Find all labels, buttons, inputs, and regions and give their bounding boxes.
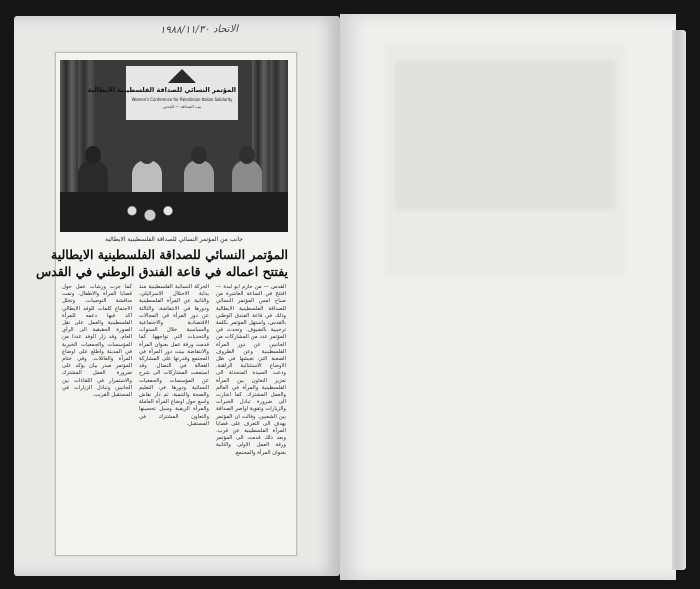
article-column-3: كما جرت ورشات عمل حول قضايا المرأة والاطفال، وتمت مناقشة التوصيات. وتخلل الاجتماع كلمات للوفد الايطالي اكد فيها دعمه للمرأة الفلسطينية والعمل على نقل الصورة الحقيقية الى الرأي العام. وقد زار الوفد عددا من المؤسسات والجمعيات الخيرية في المدينة واطلع على اوضاع المرأة والعائلات. وفي ختام المؤتمر صدر بيان يؤكد على ضرورة العمل المشترك والاستمرار في اللقاءات بين الجانبين وتبادل الزيارات في المستقبل القريب.: [62, 284, 132, 399]
photo-caption: جانب من المؤتمر النسائي للصداقة الفلسطينية الايطالية: [105, 236, 243, 243]
conference-banner: [87, 66, 238, 120]
banner-arabic-text: المؤتمر النسائي للصداقة الفلسطينية الايطالية: [87, 86, 236, 94]
conference-photo: [60, 60, 288, 232]
banner-subtext: بيت الصداقة — القدس: [162, 104, 202, 109]
article-column-2: الحركة النسائية الفلسطينية منذ بداية الاحتلال الاسرائيلي، والثانية عن المرأة الفلسطينية ودورها في الانتفاضة، والثالثة عن دور المرأة في المجالات الاقتصادية والاجتماعية والسياسية خلال السنوات والتحديات التي تواجهها. كما قدمت ورقة عمل بعنوان المرأة والانتفاضة بينت دور المرأة في المجتمع وقدرتها على المشاركة الفعالة في النضال. وقد استمعت المشاركات الى شرح عن المؤسسات والجمعيات النسائية ودورها في التعليم والصحة والتنمية. ثم دار نقاش واسع حول اوضاع المرأة العاملة والمرأة الريفية وسبل تحسينها والتعاون المشترك في المستقبل.: [139, 284, 209, 427]
page-stack-edge: [672, 30, 686, 570]
table-flowers: [120, 202, 180, 224]
article-body: [62, 284, 286, 532]
handwritten-date-note: الاتحاد ١٩٨٨/١١/٣٠: [159, 23, 239, 37]
headline-line-2: يفتتح اعماله في قاعة الفندق الوطني في القدس: [35, 264, 288, 279]
article-headline: [35, 246, 288, 280]
headline-line-1: المؤتمر النسائي للصداقة الفلسطينية الايطالية: [51, 247, 288, 262]
conference-logo-icon: [168, 69, 196, 83]
bleed-through-detail: [395, 60, 615, 210]
article-column-1: القدس — من حازم ابو لبدة — افتتح في الساعة العاشرة من صباح امس المؤتمر النسائي للصداقة الفلسطينية الايطالية وذلك في قاعة الفندق الوطني بالقدس، واستهل المؤتمر بكلمة ترحيبية بالضيوف. وتحدث في المؤتمر عدد من المشاركات من الجانبين عن دور المرأة الفلسطينية وعن الظروف الصعبة التي تعيشها في ظل الاوضاع الاستثنائية الراهنة. ودعت السيدة المتحدثة الى تعزيز التعاون بين المرأة الفلسطينية والمرأة في العالم والعمل المشترك. كما اشارت الى ضرورة تبادل الخبرات والزيارات وتقوية اواصر الصداقة بين الشعبين. وقالت ان المؤتمر يهدف الى التعرف على قضايا المرأة الفلسطينية عن قرب. وبعد ذلك قدمت الى المؤتمر ورقة العمل الاولى والثانية بعنوان المرأة والمجتمع.: [216, 284, 286, 456]
banner-english-text: Women's Conference for Palestinian-Italian Solidarity: [131, 97, 233, 102]
